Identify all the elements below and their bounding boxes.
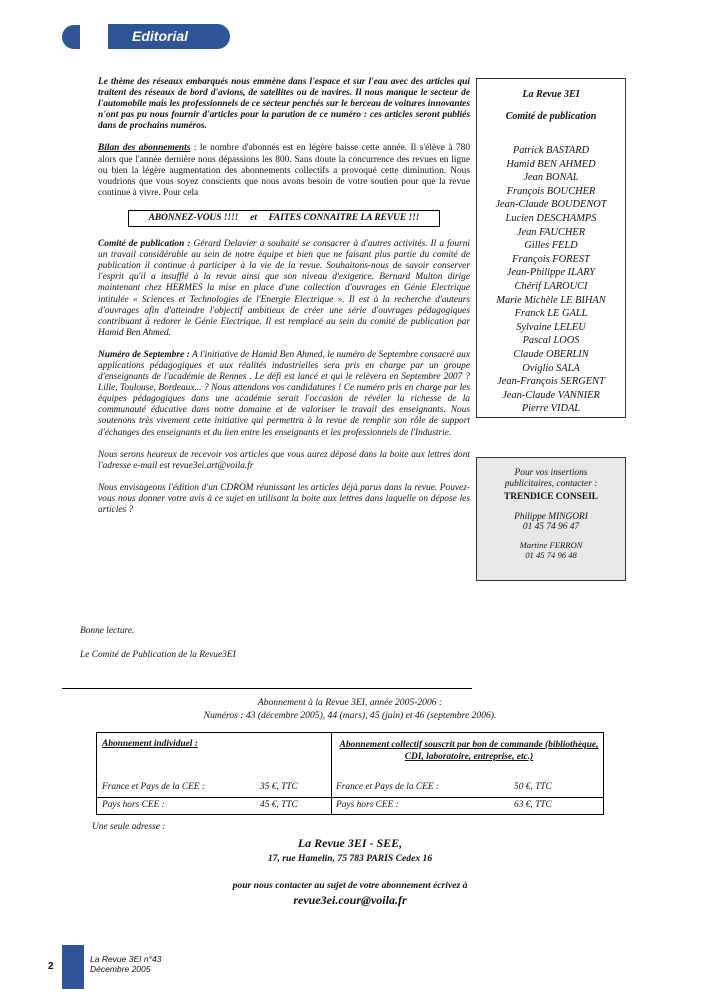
member-name: Jean-François SERGENT xyxy=(497,376,605,388)
individual-row-label: Pays hors CEE : xyxy=(102,800,165,810)
member-name: François FOREST xyxy=(512,253,590,265)
member-name: François BOUCHER xyxy=(506,185,596,197)
ad-contact1-name: Philippe MINGORI xyxy=(514,512,588,522)
individual-row-price: 35 €, TTC xyxy=(260,782,298,792)
collective-row-label: France et Pays de la CEE : xyxy=(336,782,440,792)
member-name: Jean FAUCHER xyxy=(516,226,586,238)
journal-name: La Revue 3EI xyxy=(522,89,580,100)
section-label: Editorial xyxy=(108,24,230,49)
septembre-paragraph xyxy=(98,350,470,439)
member-name: Lucien DESCHAMPS xyxy=(505,212,597,224)
table-divider xyxy=(97,797,603,798)
advertising-box xyxy=(476,457,626,581)
bilan-text: : le nombre d'abonnés est en légère baisse cette année. Il s'élève à 780 alors que l'année dernière nous dépassions les 800. Sans doute la concurrence des revues en ligne ou bien la légère augmentation des abonnements collectifs a provoqué cette diminution. Nous voudrions que vous soyez conscients que nous avons besoin de votre soutien pour que la revue continue à vivre. Pour cela xyxy=(98,143,471,198)
member-name: Patrick BASTARD xyxy=(512,145,590,156)
footer-date: Décembre 2005 xyxy=(90,964,151,974)
address-street: 17, rue Hamelin, 75 783 PARIS Cedex 16 xyxy=(267,853,433,864)
individual-title: Abonnement individuel : xyxy=(102,739,198,749)
closing-text: Bonne lecture. xyxy=(80,626,135,636)
contact-email[interactable]: revue3ei.cour@voila.fr xyxy=(293,893,407,907)
member-name: Jean BONAL xyxy=(523,172,579,184)
bilan-paragraph xyxy=(98,143,470,198)
editorial-body xyxy=(98,77,470,527)
comite-heading: Comité de publication : xyxy=(98,239,191,250)
divider-line xyxy=(62,688,472,689)
member-name: Oviglio SALA xyxy=(522,362,580,374)
page-number: 2 xyxy=(48,961,54,972)
single-address-label: Une seule adresse : xyxy=(92,822,166,832)
callout-text: ABONNEZ-VOUS !!!! et FAITES CONNAITRE LA REVUE !!! xyxy=(148,212,420,223)
member-name: Jean-Claude VANNIER xyxy=(502,389,600,401)
committee-box xyxy=(476,78,626,418)
committee-title: Comité de publication xyxy=(505,111,597,122)
member-name: Claude OBERLIN xyxy=(513,348,589,360)
member-name: Pascal LOOS xyxy=(522,335,580,347)
cdrom-paragraph: Nous envisageons l'édition d'un CDROM réunissant les articles déjà parus dans la revue. Pouvez-vous nous donner votre avis à ce sujet en utilisant la boite aux lettres dans laquelle on dépose les articles ? xyxy=(98,482,470,515)
bilan-heading: Bilan des abonnements xyxy=(98,143,191,154)
member-name: Jean-Philippe ILARY xyxy=(506,267,596,279)
member-name: Pierre VIDAL xyxy=(521,403,581,415)
member-name: Gilles FELD xyxy=(524,240,578,252)
footer-bar xyxy=(62,945,84,989)
individual-row-label: France et Pays de la CEE : xyxy=(102,782,206,792)
collective-row-price: 50 €, TTC xyxy=(514,782,552,792)
articles-paragraph: Nous serons heureux de recevoir vos articles que vous aurez déposé dans la boite aux lettres dont l'adresse e-mail est revue3ei.art@voila.fr xyxy=(98,449,470,471)
header-tab xyxy=(62,25,80,49)
ad-contact2-name: Martine FERRON xyxy=(519,540,583,550)
table-divider xyxy=(331,733,332,814)
subscription-line2: Numéros : 43 (décembre 2005), 44 (mars), 45 (juin) et 46 (septembre 2006). xyxy=(203,710,497,721)
footer-meta xyxy=(90,954,161,974)
ad-contact1-phone: 01 45 74 96 47 xyxy=(522,522,580,532)
committee-members xyxy=(477,144,625,416)
contact-line: pour nous contacter au sujet de votre abonnement écrivez à xyxy=(232,880,468,891)
intro-paragraph: Le thème des réseaux embarqués nous emmène dans l'espace et sur l'eau avec des articles qui traitent des réseaux de bord d'avions, de satellites ou de navires. Il nous manque le secteur de l'automobile mais les professionnels de ce secteur penchés sur le berceau de voitures innovantes n'ont pas pu nous fournir d'articles pour la parution de ce numéro : ces articles seront publiés dans de prochains numéros. xyxy=(98,77,470,132)
callout-box xyxy=(128,210,440,227)
ad-intro: Pour vos insertions publicitaires, contacter : xyxy=(504,468,598,489)
collective-row-price: 63 €, TTC xyxy=(514,800,552,810)
member-name: Jean-Claude BOUDENOT xyxy=(495,199,607,211)
member-name: Sylvaine LELEU xyxy=(516,321,586,333)
comite-text: Gérard Delavier a souhaité se consacrer à d'autres activités. Il a fourni un travail considérable au sein de notre équipe et bien que ne faisant plus partie du comité de publication il continue à participer à la vie de la revue. Souhaitons-nous de savoir conserver l'esprit qu'il a insufflé à la revue ainsi que son niveau d'exigence. Bernard Multon dirige maintenant chez HERMES la mise en place d'une collection d'ouvrages en Génie Electrique intitulée « Sciences et Technologies de l'Energie Electrique ». Il est à la recherche d'auteurs d'ouvrages afin d'atteindre l'objectif ambitieux de créer une série d'ouvrages pédagogiques contribuant à redorer le Génie Electrique. Il est remplacé au sein du comité de publication par Hamid Ben Ahmed. xyxy=(98,239,470,338)
collective-row-label: Pays hors CEE : xyxy=(336,800,399,810)
subscription-line1: Abonnement à la Revue 3EI, année 2005-2006 : xyxy=(257,697,443,708)
collective-title: Abonnement collectif souscrit par bon de commande (bibliothèque, CDI, laboratoire, entreprise, etc.) xyxy=(339,740,599,762)
individual-row-price: 45 €, TTC xyxy=(260,800,298,810)
subscription-table xyxy=(96,732,604,815)
comite-paragraph xyxy=(98,239,470,339)
signature-text: Le Comité de Publication de la Revue3EI xyxy=(80,650,236,660)
septembre-heading: Numéro de Septembre : xyxy=(98,349,190,360)
member-name: Marie Michèle LE BIHAN xyxy=(496,294,606,306)
septembre-text: A l'initiative de Hamid Ben Ahmed, le numéro de Septembre consacré aux applications pédagogiques et aux réalités industrielles sera pris en charge par un groupe d'enseignants de l'académie de Rennes . Le défi est lancé et qui le relèvera en Septembre 2007 ? Lille, Toulouse, Bordeaux... ? Nous attendons vos candidatures ! Ce numéro pris en charge par les équipes pédagogiques dans une académie serait l'occasion de révéler la richesse de la communauté éducative dans notre domaine et de valoriser le travail des enseignants. Nous soutenons très vivement cette initiative qui permettra à la revue de remplir son rôle de support d'échanges des enseignants et du lien entre les enseignants et les professionnels de l'Industrie. xyxy=(98,349,470,438)
member-name: Chérif LAROUCI xyxy=(514,280,588,292)
ad-contact2-phone: 01 45 74 96 48 xyxy=(525,550,577,560)
member-name: Hamid BEN AHMED xyxy=(506,158,596,170)
member-name: Franck LE GALL xyxy=(514,308,588,320)
footer-issue: La Revue 3EI n°43 xyxy=(90,954,162,964)
address-org: La Revue 3EI - SEE, xyxy=(297,836,403,850)
ad-company: TRENDICE CONSEIL xyxy=(503,492,599,502)
